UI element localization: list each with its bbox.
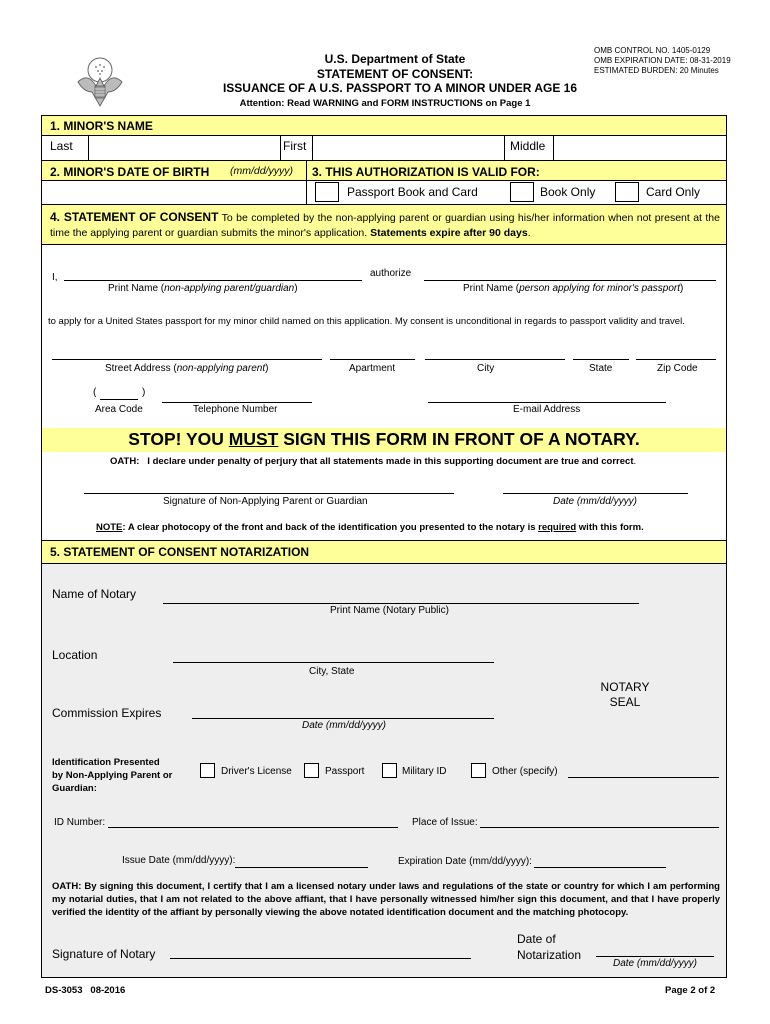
- zip-line[interactable]: [636, 359, 716, 360]
- notarization-date-line[interactable]: [596, 956, 714, 957]
- place-of-issue-line[interactable]: [480, 827, 719, 828]
- id-presented-line-1: Identification Presented: [52, 757, 160, 768]
- oath-label: OATH:: [110, 456, 140, 467]
- checkbox-drivers-license[interactable]: [200, 763, 215, 778]
- issue-date-line[interactable]: [235, 867, 368, 868]
- note-required: required: [538, 522, 577, 533]
- street-prefix: Street Address (: [105, 363, 177, 374]
- consent-text: to apply for a United States passport for my minor child named on this application. My consent is unconditional in regards to passport validity and travel.: [48, 316, 685, 327]
- stop-banner: [42, 429, 726, 450]
- dob-format: (mm/dd/yyyy): [230, 165, 293, 177]
- omb-expiration: OMB EXPIRATION DATE: 08-31-2019: [594, 56, 731, 65]
- street-address-caption: [105, 363, 268, 374]
- military-id-label: Military ID: [402, 766, 447, 777]
- email-line[interactable]: [428, 402, 666, 403]
- last-name-field[interactable]: [89, 136, 279, 159]
- last-name-label: Last: [50, 139, 73, 153]
- area-paren-close: ): [142, 387, 146, 398]
- oath-text: I declare under penalty of perjury that all statements made in this supporting document are true and correct: [147, 456, 634, 467]
- notary-name-caption: Print Name (Notary Public): [330, 605, 449, 616]
- stop-part-a: STOP! YOU: [128, 429, 229, 449]
- issue-date-label: Issue Date (mm/dd/yyyy):: [122, 855, 236, 866]
- section4-expire: Statements expire after 90 days: [370, 227, 528, 239]
- section1-title: 1. MINOR'S NAME: [50, 119, 153, 133]
- location-label: Location: [52, 648, 98, 662]
- section4-intro: [50, 210, 720, 241]
- signature-of-notary-label: Signature of Notary: [52, 947, 156, 961]
- oath-period: .: [633, 456, 637, 467]
- commission-expires-label: Commission Expires: [52, 706, 162, 720]
- section4-period: .: [527, 227, 531, 239]
- section4-title: 4. STATEMENT OF CONSENT: [50, 210, 219, 224]
- form-title-2: ISSUANCE OF A U.S. PASSPORT TO A MINOR UNDER AGE 16: [222, 81, 578, 95]
- area-code-line[interactable]: [100, 399, 138, 400]
- city-caption: City: [477, 363, 495, 374]
- form-title-1: STATEMENT OF CONSENT:: [316, 67, 474, 81]
- authorize-label: authorize: [370, 268, 412, 279]
- i-label: I,: [52, 272, 58, 283]
- omb-control: OMB CONTROL NO. 1405-0129: [594, 46, 711, 55]
- book-and-card-label: Passport Book and Card: [347, 185, 478, 199]
- location-line[interactable]: [173, 662, 494, 663]
- form-id: DS-3053 08-2016: [45, 985, 126, 996]
- close-paren-2: ): [680, 283, 684, 294]
- street-italic: non-applying parent: [176, 363, 266, 374]
- telephone-line[interactable]: [162, 402, 312, 403]
- expiration-date-label: Expiration Date (mm/dd/yyyy):: [398, 856, 532, 867]
- zip-caption: Zip Code: [657, 363, 698, 374]
- note-text-b: with this form.: [576, 522, 644, 533]
- notary-seal-line-1: NOTARY: [600, 680, 650, 694]
- page-number: Page 2 of 2: [665, 985, 716, 996]
- department-name: U.S. Department of State: [324, 52, 466, 66]
- checkbox-other[interactable]: [471, 763, 486, 778]
- section2-title: 2. MINOR'S DATE OF BIRTH: [50, 165, 210, 179]
- city-line[interactable]: [425, 359, 565, 360]
- date-of-line: Date of: [517, 932, 556, 946]
- stop-must: MUST: [228, 429, 279, 449]
- area-code-caption: Area Code: [95, 404, 143, 415]
- close-paren-1: ): [294, 283, 298, 294]
- estimated-burden: ESTIMATED BURDEN: 20 Minutes: [594, 66, 719, 75]
- date-of-notarization-label: [517, 931, 581, 963]
- checkbox-card-only[interactable]: [615, 182, 639, 202]
- oath-line: [110, 456, 636, 467]
- note-line: [96, 522, 644, 533]
- section5-title: 5. STATEMENT OF CONSENT NOTARIZATION: [50, 545, 310, 559]
- area-paren-open: (: [93, 387, 97, 398]
- stop-part-b: SIGN THIS FORM IN FRONT OF A NOTARY.: [278, 429, 640, 449]
- print-name-prefix-2: Print Name (: [463, 283, 520, 294]
- close-paren-3: ): [265, 363, 269, 374]
- street-address-line[interactable]: [52, 359, 322, 360]
- telephone-caption: Telephone Number: [193, 404, 278, 415]
- note-text-a: : A clear photocopy of the front and back of the identification you presented to the notary is: [122, 522, 539, 533]
- section4-text: To be completed by the non-applying parent or guardian using his/her information when not present at the time the applying parent or guardian submits the minor's application.: [50, 212, 720, 239]
- applicant-italic: person applying for minor's passport: [519, 283, 681, 294]
- id-presented-label: [52, 756, 172, 795]
- first-name-label: First: [283, 139, 307, 153]
- note-label: NOTE: [96, 522, 123, 533]
- state-department-seal: [74, 48, 126, 108]
- other-label: Other (specify): [492, 766, 558, 777]
- checkbox-passport[interactable]: [304, 763, 319, 778]
- notary-name-line[interactable]: [163, 603, 639, 604]
- state-caption: State: [589, 363, 613, 374]
- omb-block: [594, 46, 731, 76]
- apartment-line[interactable]: [330, 359, 415, 360]
- parent-signature-line[interactable]: [84, 493, 454, 494]
- state-line[interactable]: [573, 359, 629, 360]
- parent-sign-date-line[interactable]: [503, 493, 688, 494]
- first-name-field[interactable]: [313, 136, 503, 159]
- parent-date-caption: Date (mm/dd/yyyy): [553, 496, 637, 507]
- applicant-name-line[interactable]: [424, 280, 716, 281]
- nonapplying-name-caption: [108, 283, 298, 294]
- middle-name-label: Middle: [510, 139, 546, 153]
- notary-seal-line-2: SEAL: [609, 695, 641, 709]
- name-of-notary-label: Name of Notary: [52, 587, 137, 601]
- card-only-label: Card Only: [646, 185, 701, 199]
- city-state-caption: City, State: [309, 666, 355, 677]
- passport-label: Passport: [325, 766, 365, 777]
- id-number-line[interactable]: [108, 827, 398, 828]
- print-name-prefix-1: Print Name (: [108, 283, 165, 294]
- notarization-line: Notarization: [517, 948, 582, 962]
- nonapplying-name-line[interactable]: [64, 280, 362, 281]
- place-of-issue-label: Place of Issue:: [412, 817, 478, 828]
- checkbox-book-and-card[interactable]: [315, 182, 339, 202]
- id-number-label: ID Number:: [54, 817, 106, 828]
- apartment-caption: Apartment: [349, 363, 396, 374]
- commission-date-caption: Date (mm/dd/yyyy): [302, 720, 386, 731]
- email-caption: E-mail Address: [513, 404, 581, 415]
- notary-signature-line[interactable]: [170, 958, 471, 959]
- checkbox-book-only[interactable]: [510, 182, 534, 202]
- notary-seal-area: [590, 680, 660, 710]
- commission-expires-line[interactable]: [192, 718, 494, 719]
- applicant-name-caption: [463, 283, 683, 294]
- book-only-label: Book Only: [540, 185, 596, 199]
- dob-field[interactable]: [42, 181, 305, 203]
- drivers-license-label: Driver's License: [221, 766, 292, 777]
- checkbox-military-id[interactable]: [382, 763, 397, 778]
- id-presented-line-2: by Non-Applying Parent or: [52, 770, 173, 781]
- notary-oath: OATH: By signing this document, I certify that I am a licensed notary under laws and regulations of the state or country for which I am performing my notarial duties, that I am not related to the above affiant, that I have personally witnessed him/her sign this document, and that I have properly verified the identity of the affiant by personally viewing the above notated identification document and the matching photocopy.: [52, 881, 720, 918]
- id-presented-line-3: Guardian:: [52, 783, 97, 794]
- nonapplying-italic: non-applying parent/guardian: [164, 283, 295, 294]
- attention-line: Attention: Read WARNING and FORM INSTRUCTIONS on Page 1: [239, 98, 531, 109]
- parent-signature-caption: Signature of Non-Applying Parent or Guardian: [163, 496, 368, 507]
- expiration-date-line[interactable]: [534, 867, 666, 868]
- section3-title: 3. THIS AUTHORIZATION IS VALID FOR:: [312, 165, 540, 179]
- notarization-date-caption: Date (mm/dd/yyyy): [613, 958, 697, 969]
- middle-name-field[interactable]: [554, 136, 726, 159]
- other-specify-line[interactable]: [568, 777, 719, 778]
